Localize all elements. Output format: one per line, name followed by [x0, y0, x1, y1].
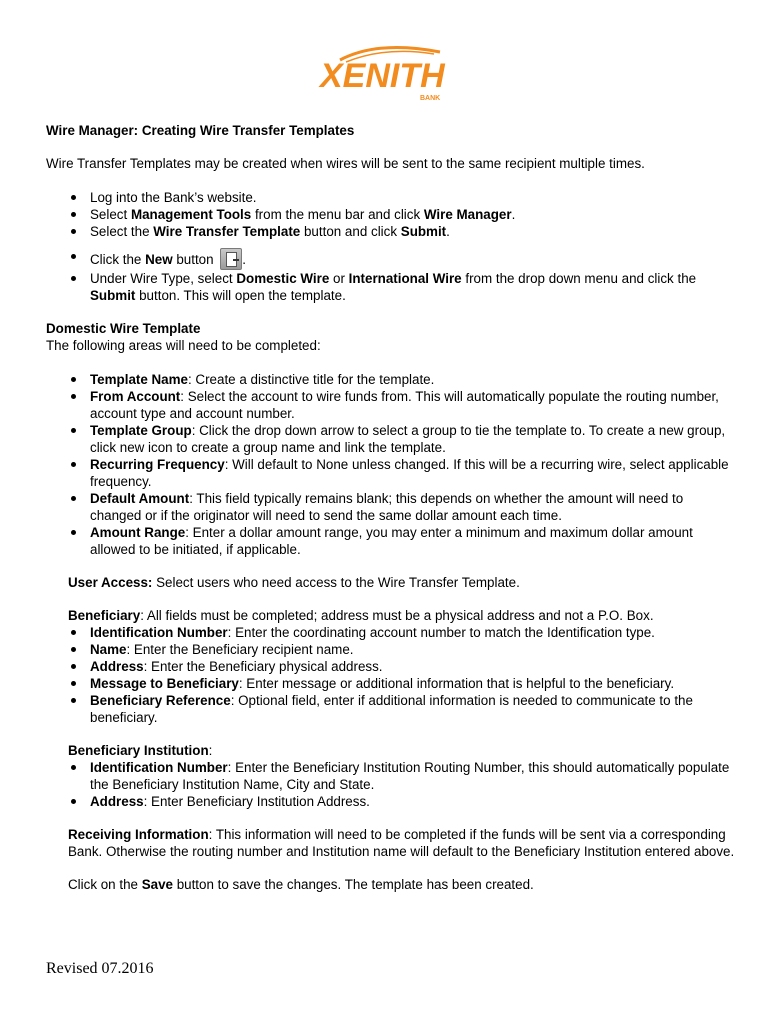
receiving-information-paragraph: Receiving Information: This information will need to be completed if the funds will be sent via a corresponding Bank. Otherwise the routing number and Institution name will default to the Beneficiary Institution entered above. [68, 827, 735, 859]
beneficiary-list [68, 624, 736, 726]
new-document-icon [220, 248, 242, 270]
field-default-amount: Default Amount: This field typically remains blank; this depends on whether the amount will need to changed or if the originator will need to send the same dollar amount each time. [46, 490, 736, 524]
field-template-group: Template Group: Click the drop down arrow to select a group to tie the template to. To create a new group, click new icon to create a group name and link the template. [46, 422, 736, 456]
revision-footer: Revised 07.2016 [46, 960, 154, 977]
step-click-new: Click the New button . [46, 248, 736, 270]
intro-paragraph: Wire Transfer Templates may be created when wires will be sent to the same recipient multiple times. [46, 156, 645, 171]
step-login: Log into the Bank’s website. [46, 189, 736, 206]
step-select-management-tools: Select Management Tools from the menu bar and click Wire Manager. [46, 206, 736, 223]
field-amount-range: Amount Range: Enter a dollar amount range, you may enter a minimum and maximum dollar amount allowed to be initiated, if applicable. [46, 524, 736, 558]
institution-id-number: Identification Number: Enter the Beneficiary Institution Routing Number, this should automatically populate the Beneficiary Institution Name, City and State. [68, 759, 736, 793]
svg-text:XENITH: XENITH [320, 57, 445, 95]
domestic-heading: Domestic Wire Template [46, 321, 201, 336]
svg-text:BANK: BANK [420, 95, 441, 102]
xenith-bank-logo [316, 44, 456, 106]
beneficiary-reference: Beneficiary Reference: Optional field, enter if additional information is needed to communicate to the beneficiary. [68, 692, 736, 726]
step-select-template: Select the Wire Transfer Template button and click Submit. [46, 223, 736, 240]
step-wire-type: Under Wire Type, select Domestic Wire or International Wire from the drop down menu and click the Submit button. This will open the template. [46, 270, 736, 304]
save-instruction-paragraph: Click on the Save button to save the changes. The template has been created. [68, 877, 534, 892]
steps-list [46, 189, 736, 304]
domestic-intro: The following areas will need to be completed: [46, 338, 321, 353]
beneficiary-institution-list [68, 759, 736, 810]
document-body [46, 122, 736, 893]
field-template-name: Template Name: Create a distinctive title for the template. [46, 371, 736, 388]
field-recurring-frequency: Recurring Frequency: Will default to None unless changed. If this will be a recurring wire, select applicable frequency. [46, 456, 736, 490]
document-title: Wire Manager: Creating Wire Transfer Templates [46, 123, 355, 138]
institution-address: Address: Enter Beneficiary Institution Address. [68, 793, 736, 810]
beneficiary-address: Address: Enter the Beneficiary physical address. [68, 658, 736, 675]
field-from-account: From Account: Select the account to wire funds from. This will automatically populate the routing number, account type and account number. [46, 388, 736, 422]
beneficiary-message: Message to Beneficiary: Enter message or additional information that is helpful to the beneficiary. [68, 675, 736, 692]
user-access-paragraph: User Access: Select users who need access to the Wire Transfer Template. [68, 575, 520, 590]
template-fields-list [46, 371, 736, 558]
beneficiary-paragraph: Beneficiary: All fields must be completed; address must be a physical address and not a P.O. Box. [68, 608, 654, 623]
beneficiary-id-number: Identification Number: Enter the coordinating account number to match the Identification type. [68, 624, 736, 641]
beneficiary-institution-heading: Beneficiary Institution: [68, 743, 213, 758]
beneficiary-name: Name: Enter the Beneficiary recipient name. [68, 641, 736, 658]
